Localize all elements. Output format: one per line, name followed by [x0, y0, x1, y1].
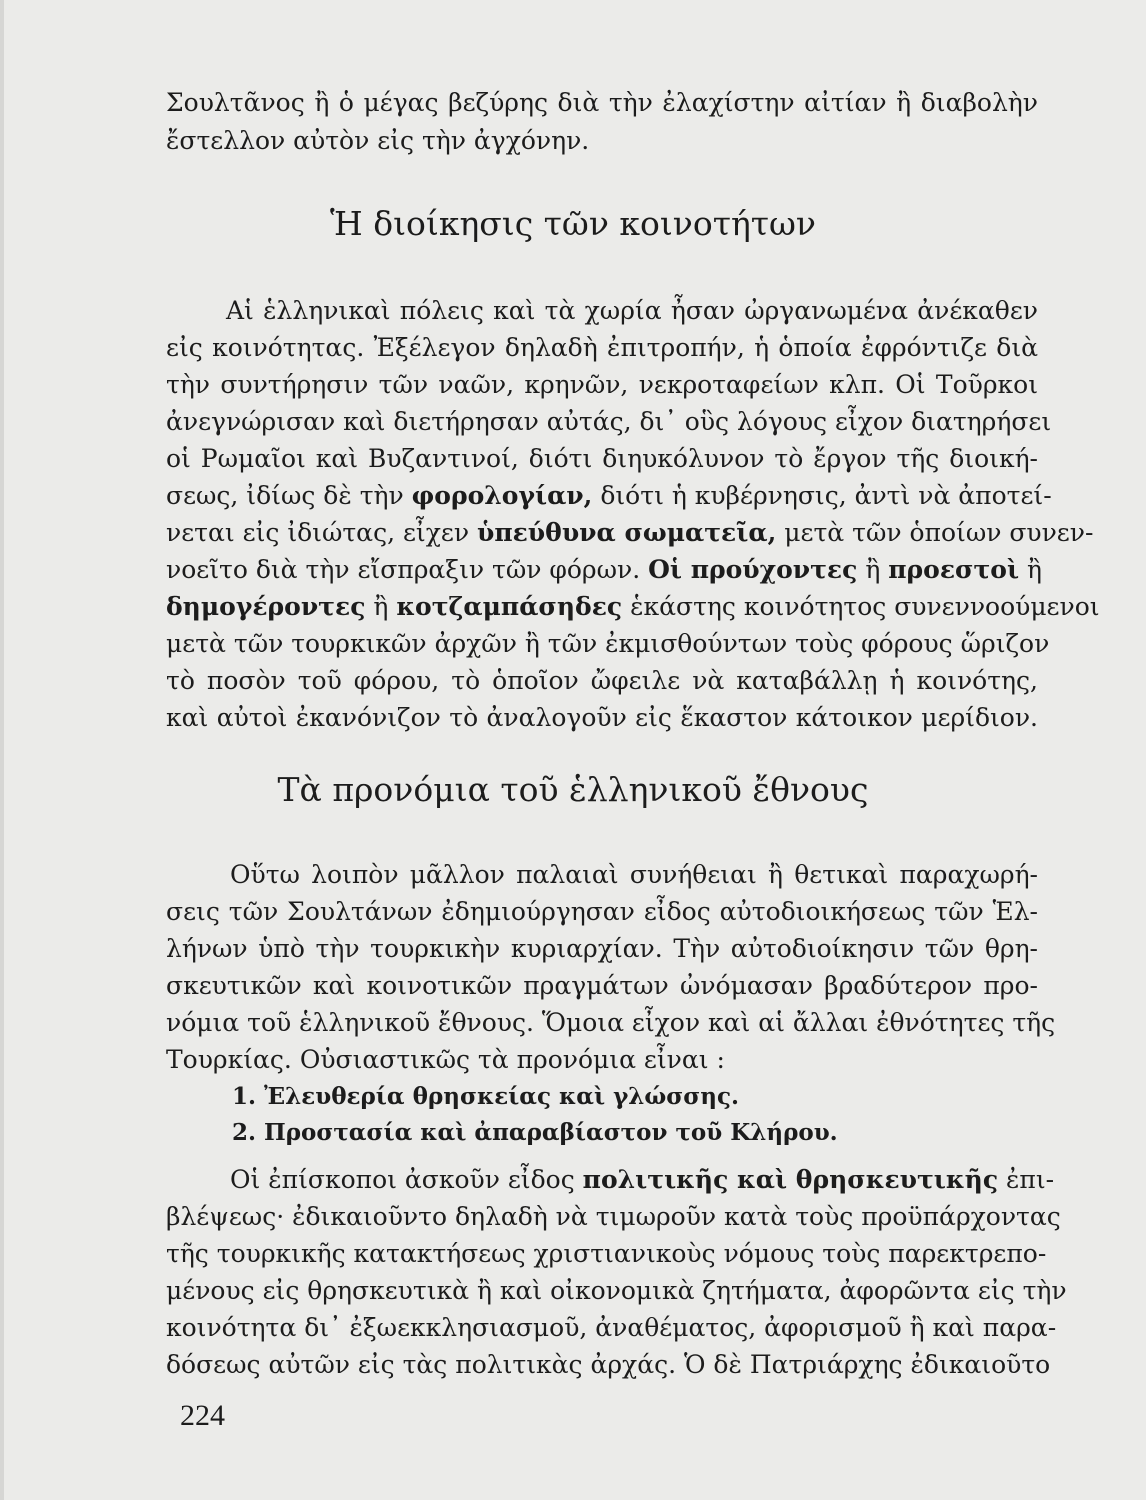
paragraph-line: οἱ Ρωμαῖοι καὶ Βυζαντινοί, διότι διηυκόλυνον τὸ ἔργον τῆς διοική-: [166, 444, 1038, 473]
bold-term: κοτζαμπάσηδες: [396, 592, 623, 621]
paragraph-line: βλέψεως· ἐδικαιοῦντο δηλαδὴ νὰ τιμωροῦν κατὰ τοὺς προϋπάρχοντας: [166, 1202, 1061, 1231]
text-run: ἐπι-: [1006, 1165, 1055, 1194]
section-heading-privileges: Τὰ προνόμια τοῦ ἑλληνικοῦ ἔθνους: [277, 770, 869, 809]
page-number: 224: [180, 1399, 225, 1432]
list-item: 2. Προστασία καὶ ἀπαραβίαστον τοῦ Κλήρου.: [232, 1119, 838, 1146]
paragraph-line: Αἱ ἑλληνικαὶ πόλεις καὶ τὰ χωρία ἦσαν ὠργανωμένα ἀνέκαθεν: [226, 296, 1038, 325]
text-run: νοεῖτο διὰ τὴν εἴσπραξιν τῶν φόρων.: [166, 555, 641, 584]
bold-term: πολιτικῆς καὶ θρησκευτικῆς: [582, 1165, 999, 1194]
paragraph-line: τὴν συντήρησιν τῶν ναῶν, κρηνῶν, νεκροταφείων κλπ. Οἱ Τοῦρκοι: [166, 370, 1038, 399]
paragraph-line: τῆς τουρκικῆς κατακτήσεως χριστιανικοὺς νόμους τοὺς παρεκτρεπο-: [166, 1239, 1047, 1268]
paragraph-line: τὸ ποσὸν τοῦ φόρου, τὸ ὁποῖον ὤφειλε νὰ καταβάλλῃ ἡ κοινότης,: [166, 666, 1038, 695]
list-item: 1. Ἐλευθερία θρησκείας καὶ γλώσσης.: [232, 1083, 739, 1110]
paragraph-line: σκευτικῶν καὶ κοινοτικῶν πραγμάτων ὠνόμασαν βραδύτερον προ-: [166, 971, 1038, 1000]
text-run: Οἱ ἐπίσκοποι ἀσκοῦν εἶδος: [230, 1165, 575, 1194]
text-run: ἢ: [373, 592, 389, 621]
text-run: ἢ: [1027, 555, 1043, 584]
paragraph-line: Οὕτω λοιπὸν μᾶλλον παλαιαὶ συνήθειαι ἢ θετικαὶ παραχωρή-: [230, 860, 1038, 889]
text-run: σεως, ἰδίως δὲ τὴν: [166, 481, 404, 510]
paragraph-line: μένους εἰς θρησκευτικὰ ἢ καὶ οἰκονομικὰ ζητήματα, ἀφορῶντα εἰς τὴν: [166, 1276, 1067, 1305]
paragraph-line: [166, 590, 1100, 624]
text-run: νεται εἰς ἰδιώτας, εἶχεν: [166, 518, 470, 547]
section-heading-communities: Ἡ διοίκησις τῶν κοινοτήτων: [329, 204, 816, 243]
paragraph-line: [166, 553, 1043, 587]
text-run: μετὰ τῶν ὁποίων συνεν-: [784, 518, 1094, 547]
bold-term: δημογέροντες: [166, 592, 366, 621]
text-run: διότι ἡ κυβέρνησις, ἀντὶ νὰ ἀποτεί-: [600, 481, 1052, 510]
text-run: ἢ: [865, 555, 881, 584]
intro-line-1: Σουλτᾶνος ἢ ὁ μέγας βεζύρης διὰ τὴν ἐλαχίστην αἰτίαν ἢ διαβολὴν: [166, 88, 1038, 117]
paragraph-line: καὶ αὐτοὶ ἐκανόνιζον τὸ ἀναλογοῦν εἰς ἕκαστον κάτοικον μερίδιον.: [166, 703, 1038, 732]
paragraph-line: ἀνεγνώρισαν καὶ διετήρησαν αὐτάς, δι᾽ οὓς λόγους εἶχον διατηρήσει: [166, 407, 1052, 436]
paragraph-line: δόσεως αὐτῶν εἰς τὰς πολιτικὰς ἀρχάς. Ὁ δὲ Πατριάρχης ἐδικαιοῦτο: [166, 1350, 1051, 1379]
bold-term: ὑπεύθυνα σωματεῖα,: [476, 518, 777, 547]
paragraph-line: μετὰ τῶν τουρκικῶν ἀρχῶν ἢ τῶν ἐκμισθούντων τοὺς φόρους ὥριζον: [166, 629, 1050, 658]
bold-term: προεστοὶ: [888, 555, 1020, 584]
paragraph-line: [166, 479, 1052, 513]
paragraph-line: [166, 516, 1094, 550]
paragraph-line: λήνων ὑπὸ τὴν τουρκικὴν κυριαρχίαν. Τὴν αὐτοδιοίκησιν τῶν θρη-: [166, 934, 1038, 963]
paragraph-line: [230, 1163, 1055, 1197]
text-run: ἑκάστης κοινότητος συνεννοούμενοι: [630, 592, 1100, 621]
paragraph-line: σεις τῶν Σουλτάνων ἐδημιούργησαν εἶδος αὐτοδιοικήσεως τῶν Ἑλ-: [166, 897, 1038, 926]
bold-term: Οἱ προύχοντες: [648, 555, 858, 584]
paragraph-line: Τουρκίας. Οὐσιαστικῶς τὰ προνόμια εἶναι :: [166, 1045, 725, 1074]
paragraph-line: κοινότητα δι᾽ ἐξωεκκλησιασμοῦ, ἀναθέματος, ἀφορισμοῦ ἢ καὶ παρα-: [166, 1313, 1057, 1342]
intro-line-2: ἔστελλον αὐτὸν εἰς τὴν ἀγχόνην.: [166, 126, 590, 155]
paragraph-line: εἰς κοινότητας. Ἐξέλεγον δηλαδὴ ἐπιτροπήν, ἡ ὁποία ἐφρόντιζε διὰ: [166, 333, 1038, 362]
paragraph-line: νόμια τοῦ ἑλληνικοῦ ἔθνους. Ὅμοια εἶχον καὶ αἱ ἄλλαι ἐθνότητες τῆς: [166, 1008, 1056, 1037]
bold-term: φορολογίαν,: [411, 481, 593, 510]
